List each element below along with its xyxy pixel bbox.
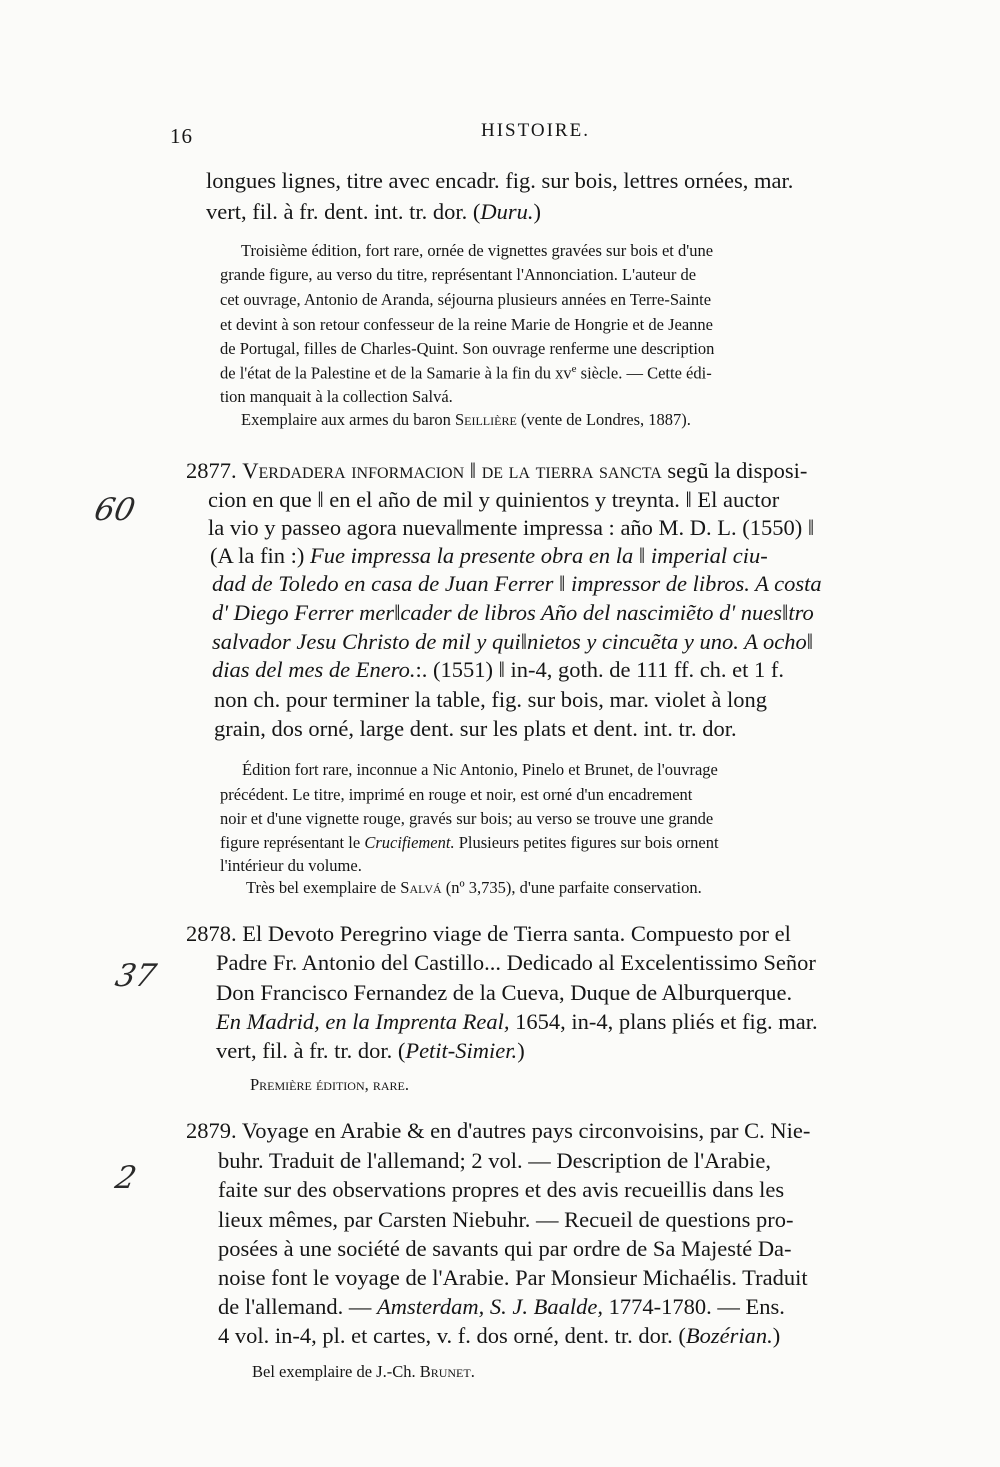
text-line: faite sur des observations propres et des avis recueillis dans les (218, 1177, 785, 1202)
note-line: Exemplaire aux armes du baron Seillière (vente de Londres, 1887). (241, 410, 691, 429)
text-line: cion en que ‖ en el año de mil y quinientos y treynta. ‖ El auctor (208, 487, 780, 512)
handwritten-price-note: 37 (112, 958, 160, 994)
note-line: cet ouvrage, Antonio de Aranda, séjourna plusieurs années en Terre-Sainte (220, 290, 712, 309)
text-line: longues lignes, titre avec encadr. fig. sur bois, lettres ornées, mar. (206, 168, 794, 193)
text-line: Padre Fr. Antonio del Castillo... Dedicado al Excelentissimo Señor (216, 950, 816, 975)
note-line: noir et d'une vignette rouge, gravés sur bois; au verso se trouve une grande (220, 809, 714, 828)
text-line: noise font le voyage de l'Arabie. Par Monsieur Michaélis. Traduit (218, 1265, 808, 1290)
note-line: Troisième édition, fort rare, ornée de vignettes gravées sur bois et d'une (241, 241, 714, 260)
text-line: vert, fil. à fr. dent. int. tr. dor. (Duru.) (206, 199, 541, 224)
entry-2879-title: 2879. Voyage en Arabie & en d'autres pays circonvoisins, par C. Nie- (186, 1118, 811, 1143)
text-line: dias del mes de Enero.:. (1551) ‖ in-4, goth. de 111 ff. ch. et 1 f. (212, 657, 785, 682)
note-line: l'intérieur du volume. (220, 856, 362, 875)
note-line: Très bel exemplaire de Salvá (nº 3,735), d'une parfaite conservation. (246, 878, 702, 897)
text-line: dad de Toledo en casa de Juan Ferrer ‖ impressor de libros. A costa (212, 571, 822, 596)
text-line: Don Francisco Fernandez de la Cueva, Duque de Alburquerque. (216, 980, 793, 1005)
text-line: posées à une société de savants qui par ordre de Sa Majesté Da- (218, 1236, 792, 1261)
text-line: grain, dos orné, large dent. sur les plats et dent. int. tr. dor. (214, 716, 737, 741)
note-line: tion manquait à la collection Salvá. (220, 387, 453, 406)
text-line: lieux mêmes, par Carsten Niebuhr. — Recueil de questions pro- (218, 1207, 794, 1232)
note-line: et devint à son retour confesseur de la reine Marie de Hongrie et de Jeanne (220, 315, 713, 334)
text-line: 4 vol. in-4, pl. et cartes, v. f. dos orné, dent. tr. dor. (Bozérian.) (218, 1323, 781, 1348)
text-line: (A la fin :) Fue impressa la presente obra en la ‖ imperial ciu- (210, 543, 768, 568)
text-line: la vio y passeo agora nueva‖mente impressa : año M. D. L. (1550) ‖ (208, 515, 815, 540)
text-line: d' Diego Ferrer mer‖cader de libros Año del nascimiẽto d' nues‖tro (212, 600, 814, 625)
entry-2877-title: 2877. Verdadera informacion ‖ de la tierra sancta segũ la disposi- (186, 458, 808, 483)
running-head: HISTOIRE. (481, 120, 590, 141)
note-line: Bel exemplaire de J.-Ch. Brunet. (252, 1362, 475, 1381)
note-line: précédent. Le titre, imprimé en rouge et noir, est orné d'un encadrement (220, 785, 693, 804)
note-line: grande figure, au verso du titre, représentant l'Annonciation. L'auteur de (220, 265, 697, 284)
text-line: En Madrid, en la Imprenta Real, 1654, in-4, plans pliés et fig. mar. (216, 1009, 818, 1034)
note-line: Première édition, rare. (250, 1075, 409, 1094)
page-number: 16 (170, 124, 193, 148)
text-line: de l'allemand. — Amsterdam, S. J. Baalde, 1774-1780. — Ens. (218, 1294, 785, 1319)
text-line: salvador Jesu Christo de mil y qui‖nietos y cincuẽta y uno. A ocho‖ (212, 629, 814, 654)
note-line: Édition fort rare, inconnue a Nic Antonio, Pinelo et Brunet, de l'ouvrage (242, 760, 718, 779)
handwritten-price-note: 60 (91, 492, 139, 528)
handwritten-price-note: 2 (112, 1160, 140, 1196)
text-line: non ch. pour terminer la table, fig. sur bois, mar. violet à long (214, 687, 767, 712)
note-line: de l'état de la Palestine et de la Samarie à la fin du $xv^e$ siècle. — Cette édi- (220, 363, 712, 383)
note-line: figure représentant le Crucifiement. Plusieurs petites figures sur bois ornent (220, 833, 719, 852)
note-line: de Portugal, filles de Charles-Quint. Son ouvrage renferme une description (220, 339, 715, 358)
entry-2878-title: 2878. El Devoto Peregrino viage de Tierra santa. Compuesto por el (186, 921, 791, 946)
text-line: vert, fil. à fr. tr. dor. (Petit-Simier.) (216, 1038, 525, 1063)
text-line: buhr. Traduit de l'allemand; 2 vol. — Description de l'Arabie, (218, 1148, 772, 1173)
